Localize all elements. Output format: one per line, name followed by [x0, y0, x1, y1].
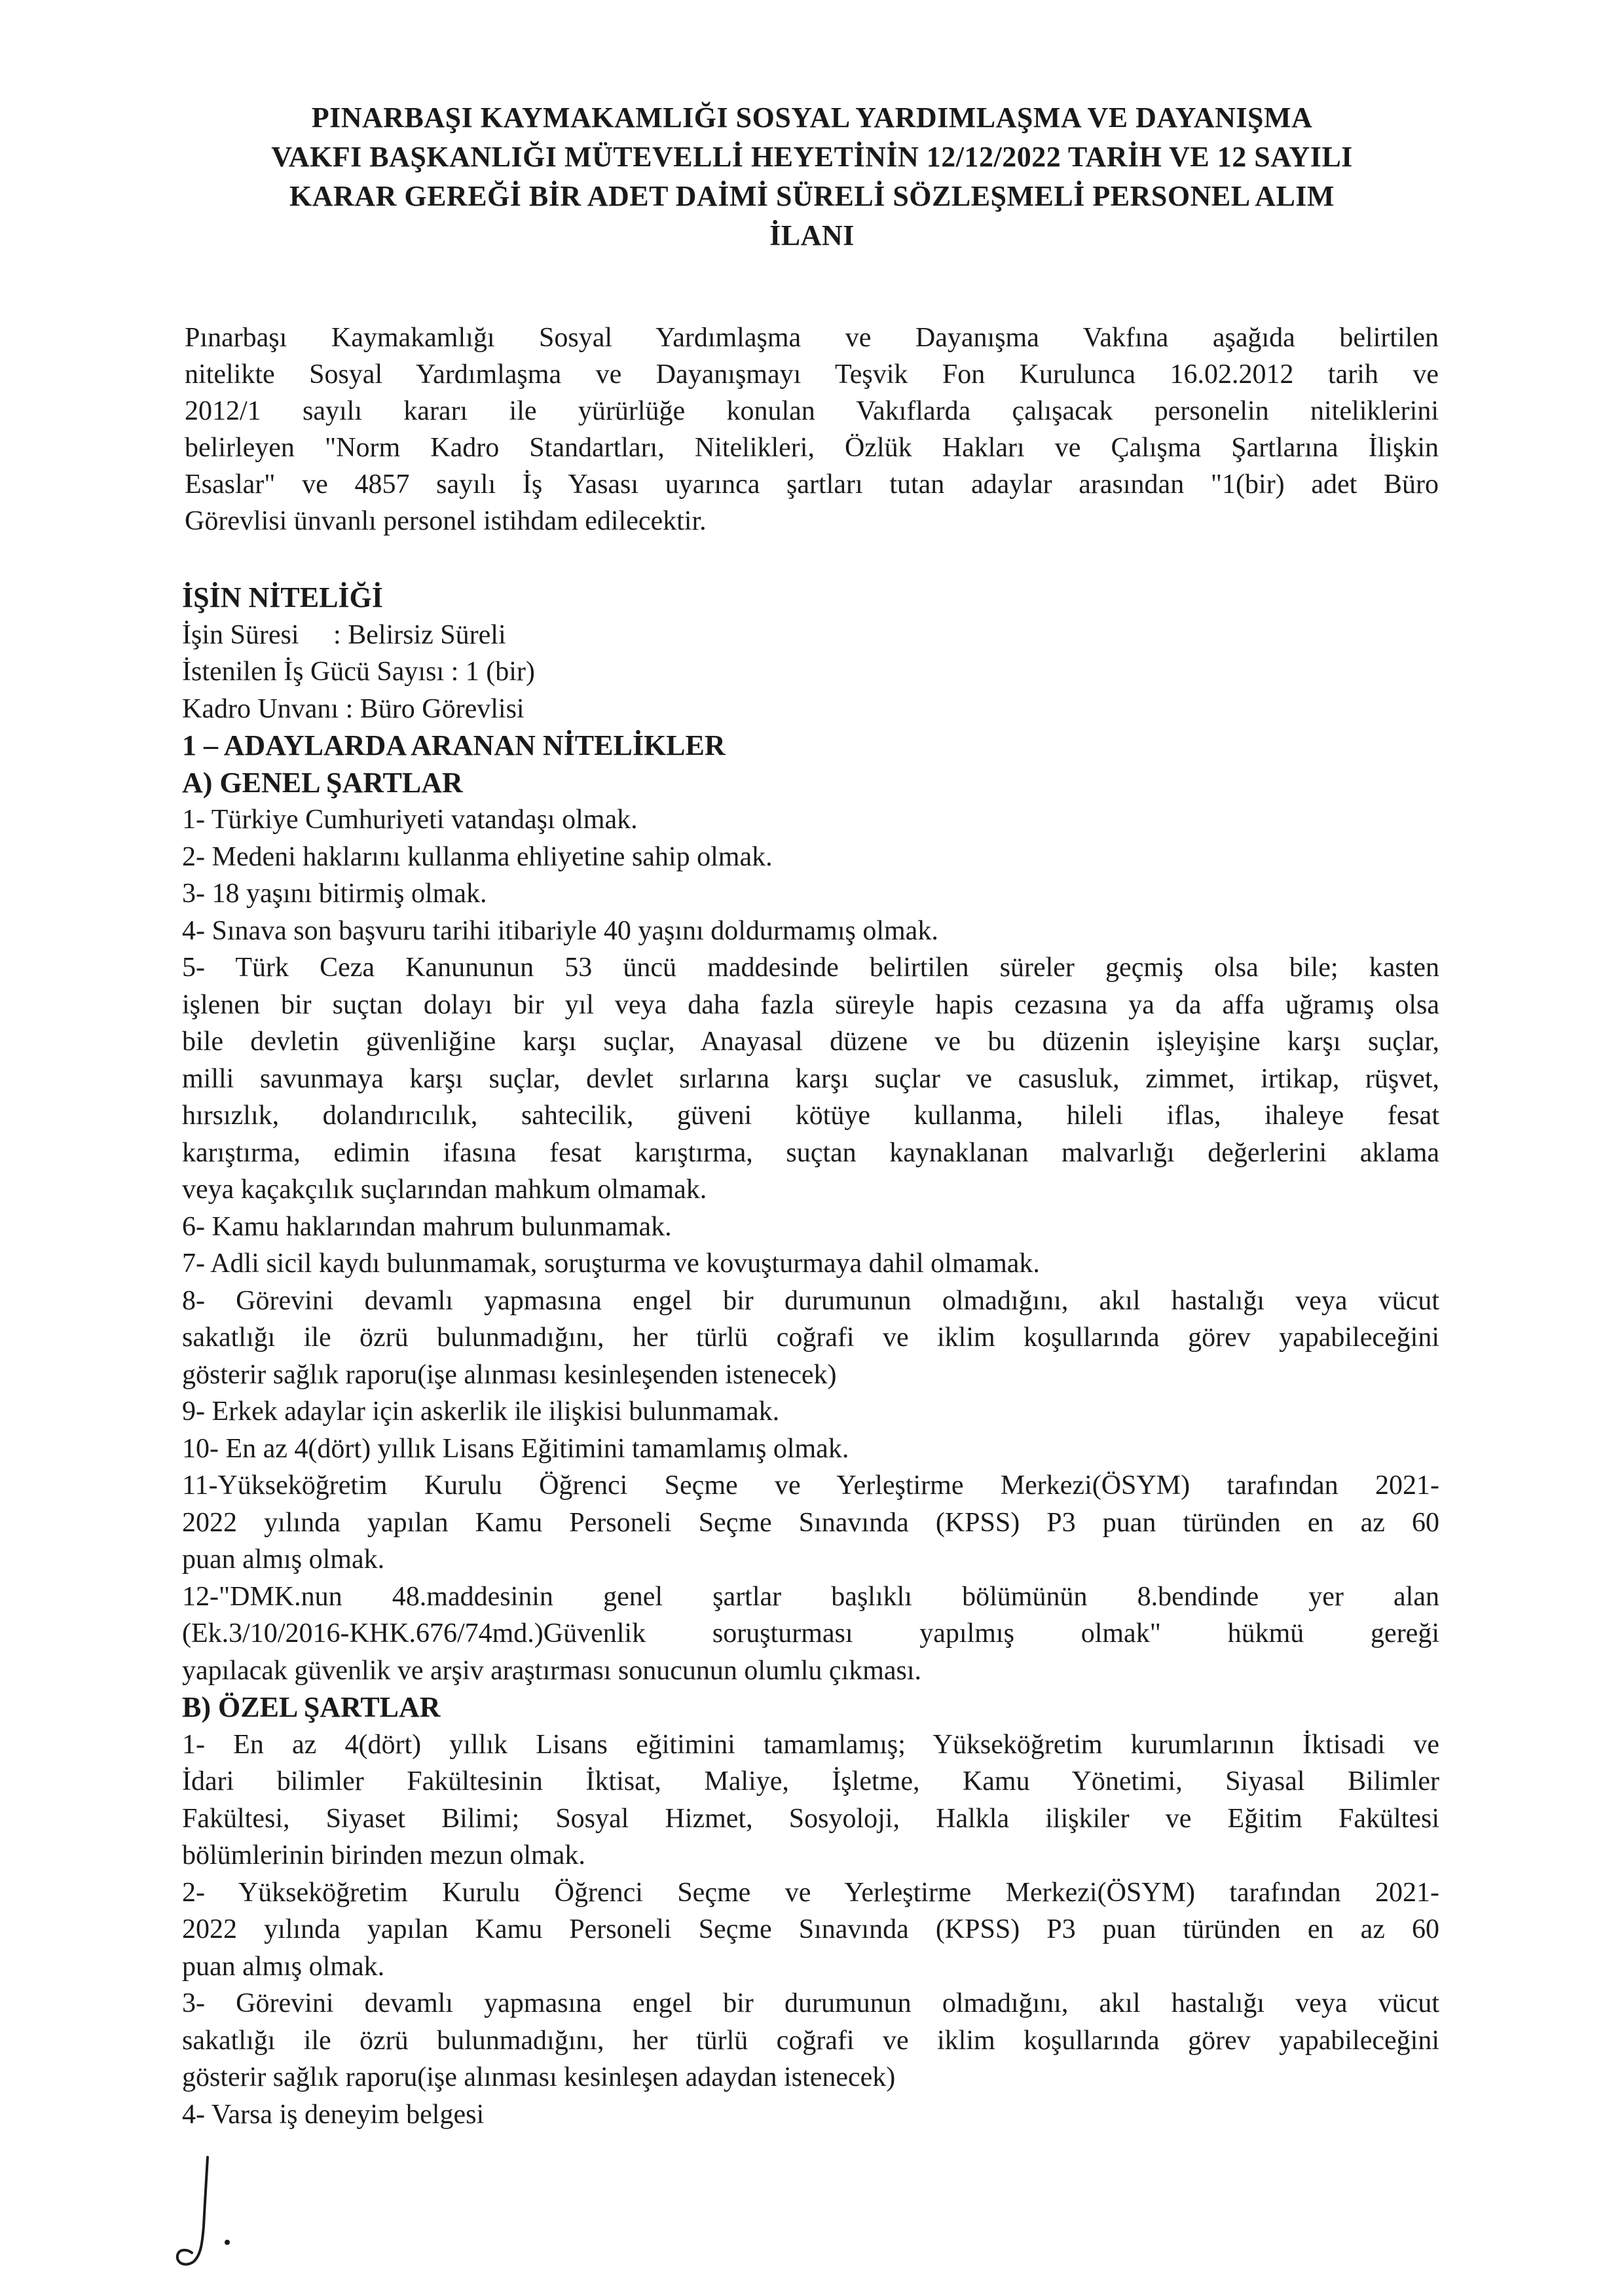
general-line: milli savunmaya karşı suçlar, devlet sırlarına karşı suçlar ve casusluk, zimmet, irtikap, rüşvet,: [182, 1063, 1439, 1094]
title-line-2: VAKFI BAŞKANLIĞI MÜTEVELLİ HEYETİNİN 12/12/2022 TARİH VE 12 SAYILI: [271, 141, 1353, 173]
intro-line-3: 2012/1 sayılı kararı ile yürürlüğe konulan Vakıflarda çalışacak personelin niteliklerini: [185, 396, 1439, 426]
general-line: işlenen bir suçtan dolayı bir yıl veya daha fazla süreyle hapis cezasına ya da affa uğramış olsa: [182, 989, 1439, 1020]
intro-line-1: Pınarbaşı Kaymakamlığı Sosyal Yardımlaşma ve Dayanışma Vakfına aşağıda belirtilen: [185, 323, 1439, 353]
general-line: (Ek.3/10/2016-KHK.676/74md.)Güvenlik soruşturması yapılmış olmak" hükmü gereği: [182, 1618, 1439, 1649]
general-line: sakatlığı ile özrü bulunmadığını, her türlü coğrafi ve iklim koşullarında görev yapabileceğini: [182, 1322, 1439, 1353]
document-title: [196, 98, 1428, 255]
general-line: puan almış olmak.: [182, 1544, 385, 1575]
general-line: 5- Türk Ceza Kanununun 53 üncü maddesinde belirtilen süreler geçmiş olsa bile; kasten: [182, 953, 1439, 983]
job-title: Kadro Unvanı : Büro Görevlisi: [182, 693, 525, 724]
general-conditions-heading: A) GENEL ŞARTLAR: [182, 766, 463, 799]
special-line: sakatlığı ile özrü bulunmadığını, her türlü coğrafi ve iklim koşullarında görev yapabileceğini: [182, 2025, 1439, 2056]
special-line: 3- Görevini devamlı yapmasına engel bir durumunun olmadığını, akıl hastalığı veya vücut: [182, 1988, 1439, 2018]
general-line: karıştırma, edimin ifasına fesat karıştırma, suçtan kaynaklanan malvarlığı değerlerini aklama: [182, 1137, 1439, 1168]
special-line: gösterir sağlık raporu(işe alınması kesinleşen adaydan istenecek): [182, 2062, 896, 2092]
special-line: 2022 yılında yapılan Kamu Personeli Seçme Sınavında (KPSS) P3 puan türünden en az 60: [182, 1914, 1439, 1944]
general-line: hırsızlık, dolandırıcılık, sahtecilik, güveni kötüye kullanma, hileli iflas, ihaleye fesat: [182, 1101, 1439, 1131]
general-line: 4- Sınava son başvuru tarihi itibariyle 40 yaşını doldurmamış olmak.: [182, 915, 938, 946]
intro-line-2: nitelikte Sosyal Yardımlaşma ve Dayanışmayı Teşvik Fon Kurulunca 16.02.2012 tarih ve: [185, 359, 1439, 390]
intro-paragraph: [185, 319, 1439, 539]
general-line: 1- Türkiye Cumhuriyeti vatandaşı olmak.: [182, 805, 638, 835]
general-line: 7- Adli sicil kaydı bulunmamak, soruşturma ve kovuşturmaya dahil olmamak.: [182, 1248, 1040, 1279]
special-line: bölümlerinin birinden mezun olmak.: [182, 1840, 585, 1870]
general-line: gösterir sağlık raporu(işe alınması kesinleşenden istenecek): [182, 1359, 837, 1390]
general-line: bile devletin güvenliğine karşı suçlar, Anayasal düzene ve bu düzenin işleyişine karşı suçlar,: [182, 1027, 1439, 1057]
title-line-4: İLANI: [769, 219, 855, 251]
general-line: 11-Yükseköğretim Kurulu Öğrenci Seçme ve Yerleştirme Merkezi(ÖSYM) tarafından 2021-: [182, 1470, 1439, 1501]
general-line: 2022 yılında yapılan Kamu Personeli Seçme Sınavında (KPSS) P3 puan türünden en az 60: [182, 1507, 1439, 1538]
general-line: 3- 18 yaşını bitirmiş olmak.: [182, 879, 487, 909]
general-line: 10- En az 4(dört) yıllık Lisans Eğitimini tamamlamış olmak.: [182, 1433, 849, 1464]
special-line: İdari bilimler Fakültesinin İktisat, Maliye, İşletme, Kamu Yönetimi, Siyasal Bilimler: [182, 1766, 1439, 1796]
special-line: puan almış olmak.: [182, 1951, 385, 1982]
handwritten-signature: [167, 2151, 252, 2275]
special-line: 4- Varsa iş deneyim belgesi: [182, 2099, 485, 2130]
job-workforce: İstenilen İş Gücü Sayısı : 1 (bir): [182, 657, 535, 687]
general-line: 12-"DMK.nun 48.maddesinin genel şartlar başlıklı bölümünün 8.bendinde yer alan: [182, 1581, 1439, 1612]
general-line: 6- Kamu haklarından mahrum bulunmamak.: [182, 1211, 672, 1242]
general-line: 9- Erkek adaylar için askerlik ile ilişkisi bulunmamak.: [182, 1396, 780, 1427]
general-line: yapılacak güvenlik ve arşiv araştırması sonucunun olumlu çıkması.: [182, 1655, 922, 1686]
intro-line-6: Görevlisi ünvanlı personel istihdam edilecektir.: [185, 506, 707, 536]
intro-line-4: belirleyen "Norm Kadro Standartları, Nitelikleri, Özlük Hakları ve Çalışma Şartlarına İlişkin: [185, 433, 1439, 463]
intro-line-5: Esaslar" ve 4857 sayılı İş Yasası uyarınca şartları tutan adaylar arasından "1(bir) adet Büro: [185, 469, 1439, 500]
title-line-3: KARAR GEREĞİ BİR ADET DAİMİ SÜRELİ SÖZLEŞMELİ PERSONEL ALIM: [289, 180, 1335, 212]
special-conditions-heading: B) ÖZEL ŞARTLAR: [182, 1691, 441, 1723]
special-line: 1- En az 4(dört) yıllık Lisans eğitimini tamamlamış; Yükseköğretim kurumlarının İktisadi ve: [182, 1729, 1439, 1760]
special-line: 2- Yükseköğretim Kurulu Öğrenci Seçme ve Yerleştirme Merkezi(ÖSYM) tarafından 2021-: [182, 1877, 1439, 1908]
job-duration: İşin Süresi : Belirsiz Süreli: [182, 619, 506, 650]
requirements-heading: 1 – ADAYLARDA ARANAN NİTELİKLER: [182, 729, 726, 761]
special-line: Fakültesi, Siyaset Bilimi; Sosyal Hizmet, Sosyoloji, Halkla ilişkiler ve Eğitim Fakültesi: [182, 1803, 1439, 1834]
title-line-1: PINARBAŞI KAYMAKAMLIĞI SOSYAL YARDIMLAŞMA VE DAYANIŞMA: [311, 101, 1313, 134]
general-line: 2- Medeni haklarını kullanma ehliyetine sahip olmak.: [182, 841, 773, 872]
document-body: [182, 579, 1439, 2133]
job-heading: İŞİN NİTELİĞİ: [182, 581, 383, 613]
general-line: 8- Görevini devamlı yapmasına engel bir durumunun olmadığını, akıl hastalığı veya vücut: [182, 1285, 1439, 1316]
general-line: veya kaçakçılık suçlarından mahkum olmamak.: [182, 1175, 707, 1205]
